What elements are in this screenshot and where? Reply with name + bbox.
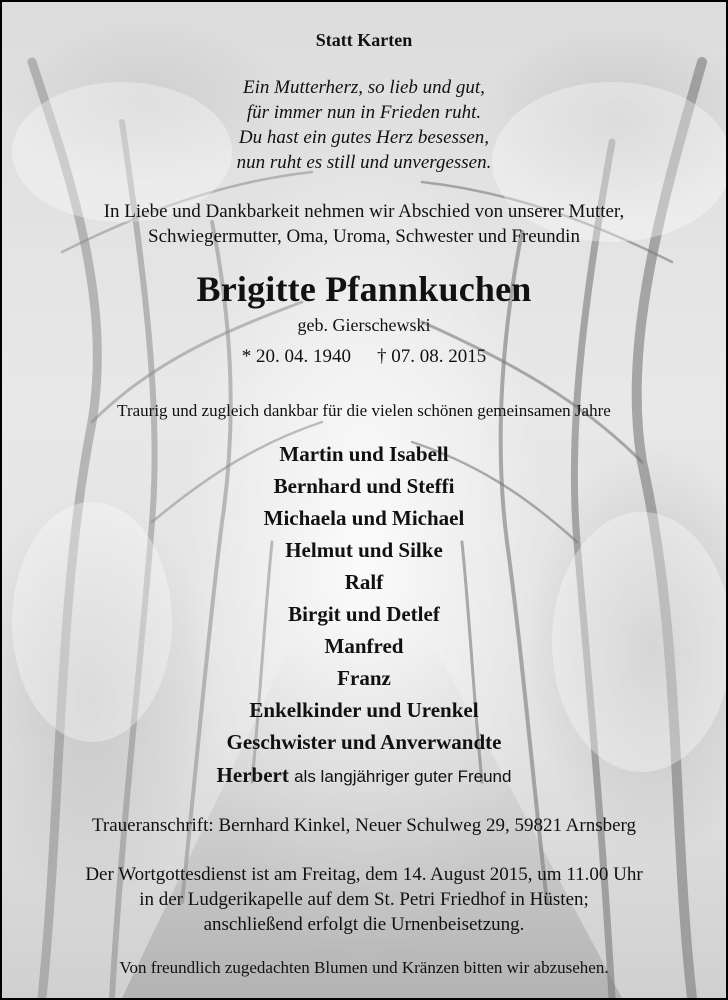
poem-line: nun ruht es still und unvergessen.	[236, 152, 492, 173]
birth-date: * 20. 04. 1940	[241, 346, 351, 367]
mourner-name: Franz	[337, 666, 391, 690]
mourner-name: Manfred	[324, 634, 404, 658]
mourner-name: Ralf	[344, 570, 384, 594]
deceased-name: Brigitte Pfannkuchen	[196, 269, 532, 309]
friend-note: als langjähriger guter Freund	[294, 767, 512, 786]
service-line: Der Wortgottesdienst ist am Freitag, dem 14. August 2015, um 11.00 Uhr	[85, 864, 643, 885]
poem-line: Du hast ein gutes Herz besessen,	[238, 127, 490, 148]
mourner-name: Michaela und Michael	[263, 506, 465, 530]
mourner-name: Martin und Isabell	[279, 442, 449, 466]
mourner-name: Bernhard und Steffi	[273, 474, 455, 498]
poem-line: für immer nun in Frieden ruht.	[246, 102, 482, 123]
thanks-line: Traurig und zugleich dankbar für die vielen schönen gemeinsamen Jahre	[117, 401, 611, 420]
flowers-note: Von freundlich zugedachten Blumen und Kränzen bitten wir abzusehen.	[119, 958, 609, 977]
mourner-name: Enkelkinder und Urenkel	[249, 698, 479, 722]
service-line: anschließend erfolgt die Urnenbeisetzung.	[203, 914, 525, 935]
friend-line	[2, 763, 726, 788]
life-dates	[2, 346, 726, 368]
header-statt-karten: Statt Karten	[315, 30, 413, 50]
service-line: in der Ludgerikapelle auf dem St. Petri Friedhof in Hüsten;	[139, 889, 589, 910]
mourner-name: Birgit und Detlef	[288, 602, 440, 626]
mourner-name: Helmut und Silke	[285, 538, 443, 562]
birth-name: geb. Gierschewski	[297, 315, 431, 335]
death-date: † 07. 08. 2015	[377, 346, 487, 367]
friend-name: Herbert	[216, 763, 289, 787]
intro-line: In Liebe und Dankbarkeit nehmen wir Abschied von unserer Mutter,	[103, 201, 625, 222]
mourning-address: Traueranschrift: Bernhard Kinkel, Neuer Schulweg 29, 59821 Arnsberg	[91, 815, 637, 836]
mourner-name: Geschwister und Anverwandte	[226, 730, 502, 754]
intro-line: Schwiegermutter, Oma, Uroma, Schwester und Freundin	[148, 226, 580, 247]
poem-line: Ein Mutterherz, so lieb und gut,	[243, 77, 485, 98]
